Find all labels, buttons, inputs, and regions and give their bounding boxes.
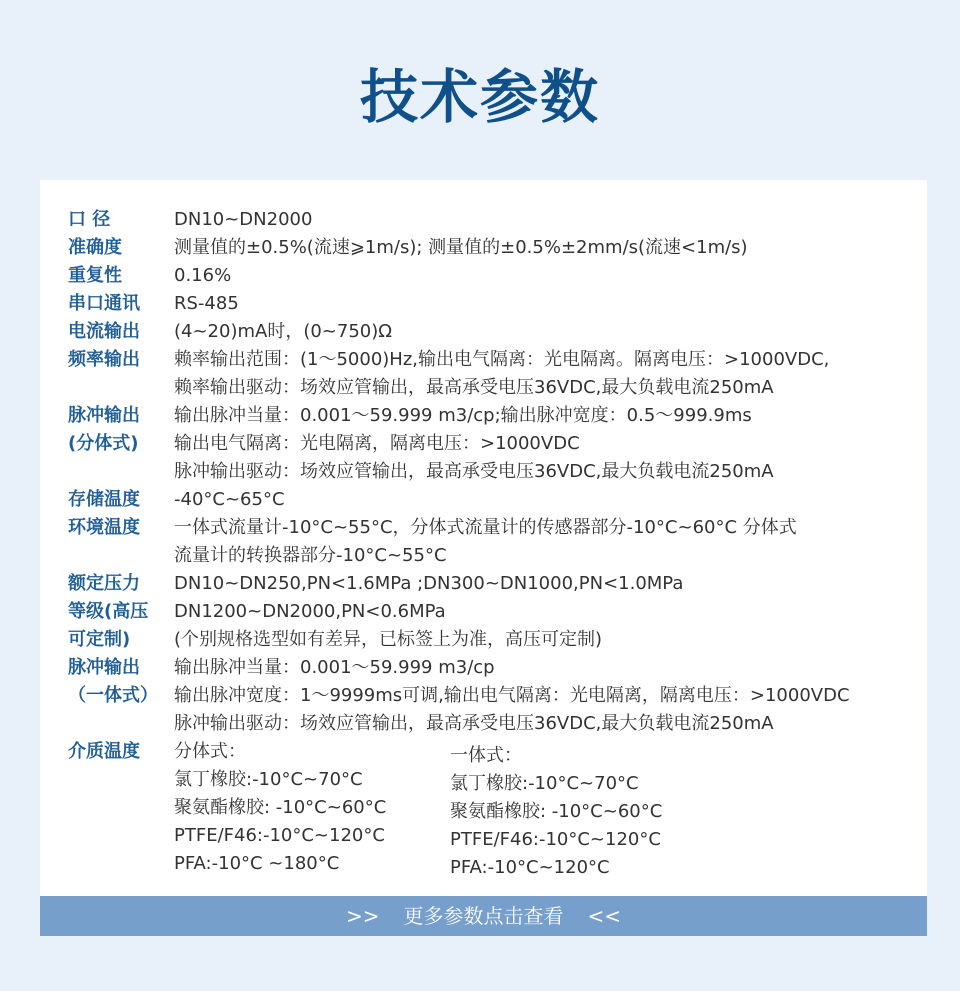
spec-value-line: 输出脉冲当量：0.001～59.999 m3/cp	[174, 657, 495, 678]
spec-row	[68, 514, 928, 570]
spec-value-line: (个别规格选型如有差异，已标签上为准，高压可定制)	[174, 629, 603, 650]
spec-row	[68, 234, 928, 262]
spec-value-line: 脉冲输出驱动：场效应管输出，最高承受电压36VDC,最大负载电流250mA	[174, 713, 774, 734]
spec-value-line: 测量值的±0.5%(流速⩾1m/s); 测量值的±0.5%±2mm/s(流速<1m/s)	[174, 237, 748, 258]
spec-value-line: 聚氨酯橡胶: -10°C~60°C	[450, 801, 663, 822]
double-chevron-right-icon: >>	[345, 904, 380, 928]
split-type-column	[174, 738, 450, 882]
spec-row	[68, 262, 928, 290]
spec-label: 脉冲输出 （一体式）	[68, 657, 158, 706]
spec-value-line: 输出电气隔离：光电隔离，隔离电压：>1000VDC	[174, 433, 580, 454]
spec-label: 重复性	[68, 265, 122, 286]
spec-value-line: 流量计的转换器部分-10°C~55°C	[174, 545, 447, 566]
spec-value-line: DN10~DN250,PN<1.6MPa ;DN300~DN1000,PN<1.0MPa	[174, 573, 684, 594]
spec-values	[174, 290, 928, 318]
spec-values	[174, 402, 928, 486]
spec-label: 存储温度	[68, 489, 140, 510]
spec-value-line: (4~20)mA时，(0~750)Ω	[174, 321, 393, 342]
more-params-label: 更多参数点击查看	[403, 904, 564, 928]
spec-row	[68, 290, 928, 318]
spec-values	[174, 514, 928, 570]
spec-value-line: PFA:-10°C~120°C	[450, 857, 610, 878]
spec-values	[174, 346, 928, 402]
spec-value-line: 赖率输出范围：(1～5000)Hz,输出电气隔离：光电隔离。隔离电压：>1000VDC,	[174, 349, 830, 370]
spec-value-line: 脉冲输出驱动：场效应管输出，最高承受电压36VDC,最大负载电流250mA	[174, 461, 774, 482]
spec-value-line: 分体式：	[174, 741, 246, 762]
spec-value-line: 氯丁橡胶:-10°C~70°C	[174, 769, 363, 790]
spec-label: 介质温度	[68, 741, 140, 762]
spec-row	[68, 346, 928, 402]
spec-list	[68, 206, 928, 882]
spec-value-line: 一体式流量计-10°C~55°C，分体式流量计的传感器部分-10°C~60°C 分体式	[174, 517, 797, 538]
double-chevron-left-icon: <<	[587, 904, 622, 928]
spec-label: 串口通讯	[68, 293, 140, 314]
spec-label: 口 径	[68, 209, 111, 230]
spec-value-line: -40°C~65°C	[174, 489, 285, 510]
spec-label: 环境温度	[68, 517, 140, 538]
spec-values	[174, 318, 928, 346]
spec-label: 脉冲输出 (分体式)	[68, 405, 140, 454]
spec-value-line: 赖率输出驱动：场效应管输出，最高承受电压36VDC,最大负载电流250mA	[174, 377, 774, 398]
spec-value-line: 一体式：	[450, 745, 522, 766]
spec-label: 电流输出	[68, 321, 140, 342]
spec-label: 准确度	[68, 237, 122, 258]
spec-values	[174, 206, 928, 234]
spec-row	[68, 206, 928, 234]
spec-values	[174, 570, 928, 654]
spec-card	[40, 180, 927, 936]
integral-type-column	[450, 738, 662, 882]
spec-value-line: 输出脉冲宽度：1～9999ms可调,输出电气隔离：光电隔离，隔离电压：>1000VDC	[174, 685, 850, 706]
spec-value-line: DN10~DN2000	[174, 209, 313, 230]
spec-row	[68, 318, 928, 346]
spec-row	[68, 570, 928, 654]
spec-value-line: PTFE/F46:-10°C~120°C	[174, 825, 385, 846]
spec-value-line: RS-485	[174, 293, 239, 314]
spec-value-line: PFA:-10°C ~180°C	[174, 853, 340, 874]
spec-values	[174, 654, 928, 738]
spec-value-line: PTFE/F46:-10°C~120°C	[450, 829, 661, 850]
spec-value-line: 输出脉冲当量：0.001～59.999 m3/cp;输出脉冲宽度：0.5～999.9ms	[174, 405, 752, 426]
more-params-button[interactable]	[40, 896, 927, 936]
spec-row-media-temp	[68, 738, 928, 882]
spec-value-line: 0.16%	[174, 265, 232, 286]
page-title: 技术参数	[359, 63, 600, 131]
spec-values	[174, 486, 928, 514]
spec-label: 额定压力 等级(高压 可定制)	[68, 573, 149, 650]
spec-value-line: 氯丁橡胶:-10°C~70°C	[450, 773, 639, 794]
media-temp-values	[174, 738, 928, 882]
spec-values	[174, 234, 928, 262]
spec-row	[68, 486, 928, 514]
spec-row	[68, 654, 928, 738]
spec-values	[174, 262, 928, 290]
spec-value-line: DN1200~DN2000,PN<0.6MPa	[174, 601, 446, 622]
spec-label: 频率输出	[68, 349, 140, 370]
spec-row	[68, 402, 928, 486]
spec-value-line: 聚氨酯橡胶: -10°C~60°C	[174, 797, 387, 818]
